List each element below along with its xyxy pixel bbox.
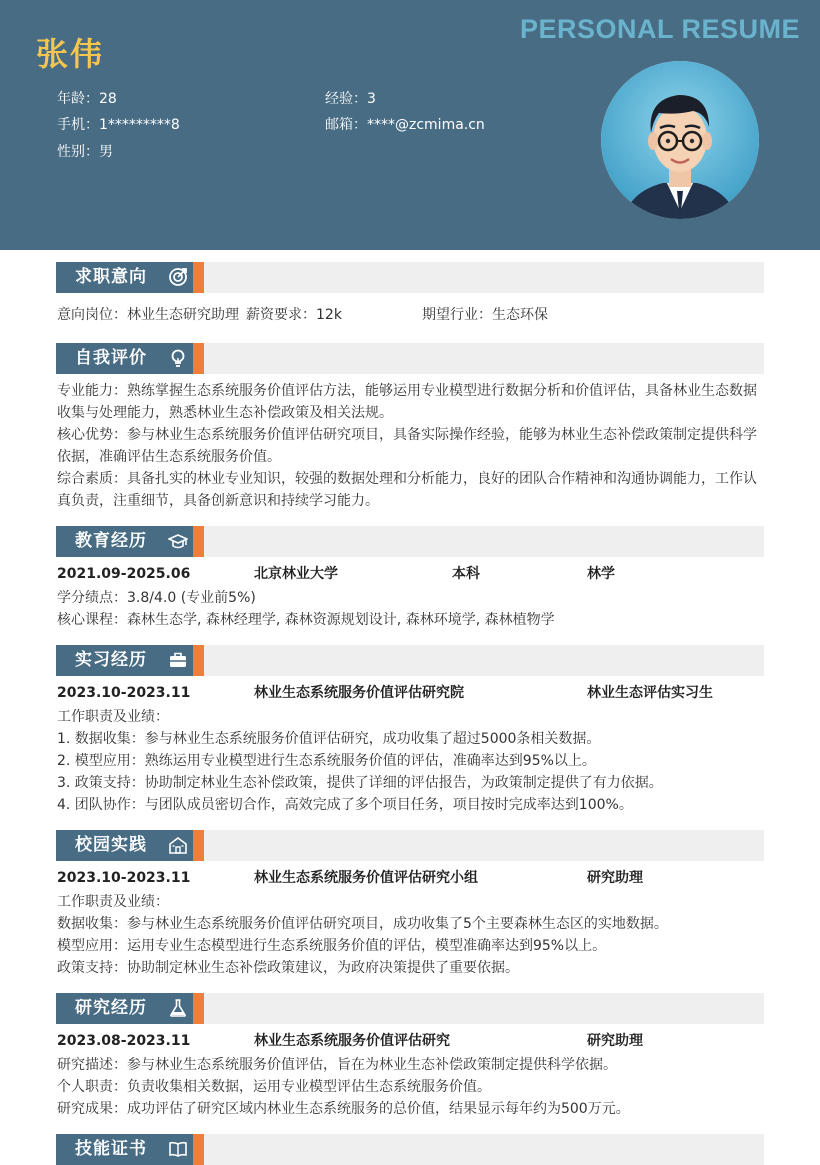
lightbulb-icon xyxy=(168,348,188,368)
self-eval-professional: 专业能力：熟练掌握生态系统服务价值评估方法，能够运用专业模型进行数据分析和价值评估，具备林业生态数据收集与处理能力，熟悉林业生态补偿政策及相关法规。 xyxy=(57,383,757,421)
intern-item: 2. 模型应用：熟练运用专业模型进行生态系统服务价值的评估，准确率达到95%以上。 xyxy=(57,753,596,769)
salary-expectation: 薪资要求：12k xyxy=(246,307,342,323)
edu-school: 北京林业大学 xyxy=(254,566,338,582)
intern-item: 3. 政策支持：协助制定林业生态补偿政策，提供了详细的评估报告，为政策制定提供了有力依据。 xyxy=(57,775,663,791)
edu-gpa: 学分绩点：3.8/4.0 (专业前5%) xyxy=(57,590,256,606)
graduation-cap-icon xyxy=(168,531,188,551)
campus-date: 2023.10-2023.11 xyxy=(57,870,191,886)
flask-icon xyxy=(168,998,188,1018)
research-date: 2023.08-2023.11 xyxy=(57,1033,191,1049)
campus-org: 林业生态系统服务价值评估研究小组 xyxy=(254,870,478,886)
section-header-skills xyxy=(56,1134,764,1165)
section-header-internship xyxy=(56,645,764,676)
email-info: 邮箱：****@zcmima.cn xyxy=(325,117,485,133)
section-title: 技能证书 xyxy=(75,1139,147,1159)
self-eval-strength: 核心优势：参与林业生态系统服务价值评估研究项目，具备实际操作经验，能够为林业生态补偿政策制定提供科学依据，准确评估生态系统服务价值。 xyxy=(57,427,757,465)
phone-info: 手机：1*********8 xyxy=(57,117,180,133)
self-eval-quality: 综合素质：具备扎实的林业专业知识，较强的数据处理和分析能力，良好的团队合作精神和沟通协调能力，工作认真负责，注重细节，具备创新意识和持续学习能力。 xyxy=(57,471,757,509)
edu-date: 2021.09-2025.06 xyxy=(57,566,191,582)
gender-info: 性别：男 xyxy=(57,144,113,160)
section-header-self-eval xyxy=(56,343,764,374)
candidate-name: 张伟 xyxy=(36,35,105,73)
section-title: 校园实践 xyxy=(75,835,147,855)
section-title: 自我评价 xyxy=(75,348,147,368)
campus-role: 研究助理 xyxy=(587,870,643,886)
briefcase-icon xyxy=(168,650,188,670)
section-title: 实习经历 xyxy=(75,650,147,670)
intern-date: 2023.10-2023.11 xyxy=(57,685,191,701)
book-icon xyxy=(168,1139,188,1159)
expected-industry: 期望行业：生态环保 xyxy=(422,307,548,323)
section-title: 教育经历 xyxy=(75,531,147,551)
intern-intro: 工作职责及业绩： xyxy=(57,709,169,725)
section-header-campus xyxy=(56,830,764,861)
intern-role: 林业生态评估实习生 xyxy=(587,685,713,701)
research-project: 林业生态系统服务价值评估研究 xyxy=(254,1033,450,1049)
campus-intro: 工作职责及业绩： xyxy=(57,894,169,910)
personal-resume-banner: PERSONAL RESUME xyxy=(519,14,800,44)
target-icon xyxy=(168,267,188,287)
campus-building-icon xyxy=(168,835,188,855)
job-position: 意向岗位：林业生态研究助理 xyxy=(57,307,239,323)
section-header-education xyxy=(56,526,764,557)
edu-major: 林学 xyxy=(587,566,615,582)
research-role: 研究助理 xyxy=(587,1033,643,1049)
section-title: 求职意向 xyxy=(75,267,147,287)
campus-item: 政策支持：协助制定林业生态补偿政策建议，为政府决策提供了重要依据。 xyxy=(57,960,519,976)
avatar xyxy=(601,61,759,219)
section-title: 研究经历 xyxy=(75,998,147,1018)
experience-info: 经验：3 xyxy=(325,91,376,107)
intern-item: 1. 数据收集：参与林业生态系统服务价值评估研究，成功收集了超过5000条相关数据。 xyxy=(57,731,601,747)
intern-org: 林业生态系统服务价值评估研究院 xyxy=(254,685,464,701)
edu-degree: 本科 xyxy=(452,566,480,582)
age-info: 年龄：28 xyxy=(57,91,117,107)
research-item: 研究描述：参与林业生态系统服务价值评估，旨在为林业生态补偿政策制定提供科学依据。 xyxy=(57,1057,617,1073)
section-header-research xyxy=(56,993,764,1024)
research-item: 研究成果：成功评估了研究区域内林业生态系统服务的总价值，结果显示每年约为500万元。 xyxy=(57,1101,630,1117)
campus-item: 模型应用：运用专业生态模型进行生态系统服务价值的评估，模型准确率达到95%以上。 xyxy=(57,938,607,954)
section-header-intention xyxy=(56,262,764,293)
edu-courses: 核心课程：森林生态学, 森林经理学, 森林资源规划设计, 森林环境学, 森林植物学 xyxy=(57,612,555,628)
intern-item: 4. 团队协作：与团队成员密切合作，高效完成了多个项目任务，项目按时完成率达到100%。 xyxy=(57,797,633,813)
research-item: 个人职责：负责收集相关数据，运用专业模型评估生态系统服务价值。 xyxy=(57,1079,491,1095)
campus-item: 数据收集：参与林业生态系统服务价值评估研究项目，成功收集了5个主要森林生态区的实地数据。 xyxy=(57,916,668,932)
